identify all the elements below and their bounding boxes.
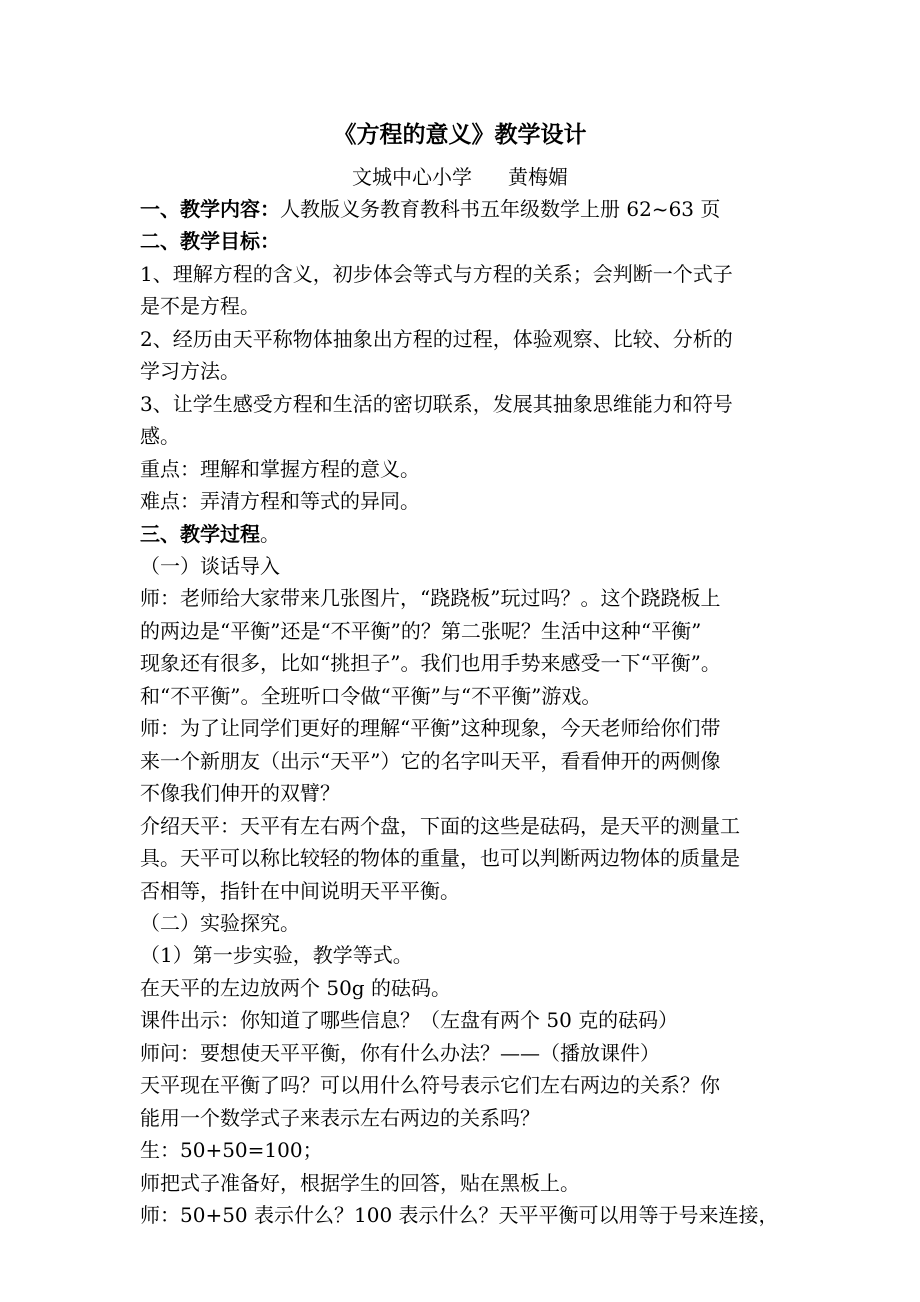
- goal-line: 1、理解方程的含义，初步体会等式与方程的关系；会判断一个式子: [140, 261, 733, 286]
- section-heading: 一、教学内容：: [140, 197, 280, 221]
- author-name: 黄梅媚: [508, 165, 568, 189]
- paragraph-line: 具。天平可以称比较轻的物体的重量，也可以判断两边物体的质量是: [140, 846, 740, 871]
- paragraph-line: 师问：要想使天平平衡，你有什么办法？——（播放课件）: [140, 1040, 660, 1065]
- paragraph-line: 师：50+50 表示什么？100 表示什么？天平平衡可以用等于号来连接，: [140, 1203, 779, 1228]
- step-heading: （1）第一步实验，教学等式。: [140, 943, 413, 968]
- paragraph-line: 天平现在平衡了吗？可以用什么符号表示它们左右两边的关系？你: [140, 1073, 720, 1098]
- paragraph-line: 不像我们伸开的双臂？: [140, 781, 340, 806]
- paragraph-line: 师：老师给大家带来几张图片，“跷跷板”玩过吗？。这个跷跷板上: [140, 586, 721, 611]
- school-name: 文城中心小学: [352, 165, 472, 189]
- paragraph-line: 能用一个数学式子来表示左右两边的关系吗？: [140, 1105, 540, 1130]
- subsection-heading: （一）谈话导入: [140, 553, 280, 578]
- difficult-point: 难点：弄清方程和等式的异同。: [140, 489, 420, 514]
- paragraph-line: 现象还有很多，比如“挑担子”。我们也用手势来感受一下“平衡”。: [140, 651, 721, 676]
- document-title: 《方程的意义》教学设计: [333, 121, 587, 148]
- paragraph-line: 来一个新朋友（出示“天平”）它的名字叫天平，看看伸开的两侧像: [140, 748, 721, 773]
- paragraph-line: 师把式子准备好，根据学生的回答，贴在黑板上。: [140, 1170, 580, 1195]
- goal-line: 学习方法。: [140, 359, 240, 384]
- paragraph-line: 和“不平衡”。全班听口令做“平衡”与“不平衡”游戏。: [140, 683, 602, 708]
- subsection-heading: （二）实验探究。: [140, 910, 300, 935]
- paragraph-line: 的两边是“平衡”还是“不平衡”的？第二张呢？生活中这种“平衡”: [140, 618, 702, 643]
- paragraph-line: 生：50+50=100；: [140, 1138, 323, 1163]
- key-point: 重点：理解和掌握方程的意义。: [140, 456, 420, 481]
- section-heading-tail: 。: [260, 521, 280, 546]
- goal-line: 感。: [140, 424, 180, 449]
- paragraph-line: 师：为了让同学们更好的理解“平衡”这种现象，今天老师给你们带: [140, 716, 721, 741]
- section-heading: 三、教学过程: [140, 521, 260, 546]
- paragraph-line: 课件出示：你知道了哪些信息？（左盘有两个 50 克的砝码）: [140, 1008, 679, 1033]
- paragraph-line: 否相等，指针在中间说明天平平衡。: [140, 878, 460, 903]
- paragraph-line: 介绍天平：天平有左右两个盘，下面的这些是砝码，是天平的测量工: [140, 813, 740, 838]
- goal-line: 2、经历由天平称物体抽象出方程的过程，体验观察、比较、分析的: [140, 326, 733, 351]
- goal-line: 是不是方程。: [140, 294, 260, 319]
- section-teaching-process: [140, 518, 780, 550]
- section-heading: 二、教学目标：: [140, 229, 280, 254]
- byline: [140, 160, 780, 194]
- goal-line: 3、让学生感受方程和生活的密切联系，发展其抽象思维能力和符号: [140, 391, 733, 416]
- paragraph-line: 在天平的左边放两个 50g 的砝码。: [140, 975, 451, 1000]
- section-teaching-content: [140, 193, 780, 225]
- section-text: 人教版义务教育教科书五年级数学上册 62~63 页: [280, 197, 721, 221]
- document-body: [140, 193, 780, 1232]
